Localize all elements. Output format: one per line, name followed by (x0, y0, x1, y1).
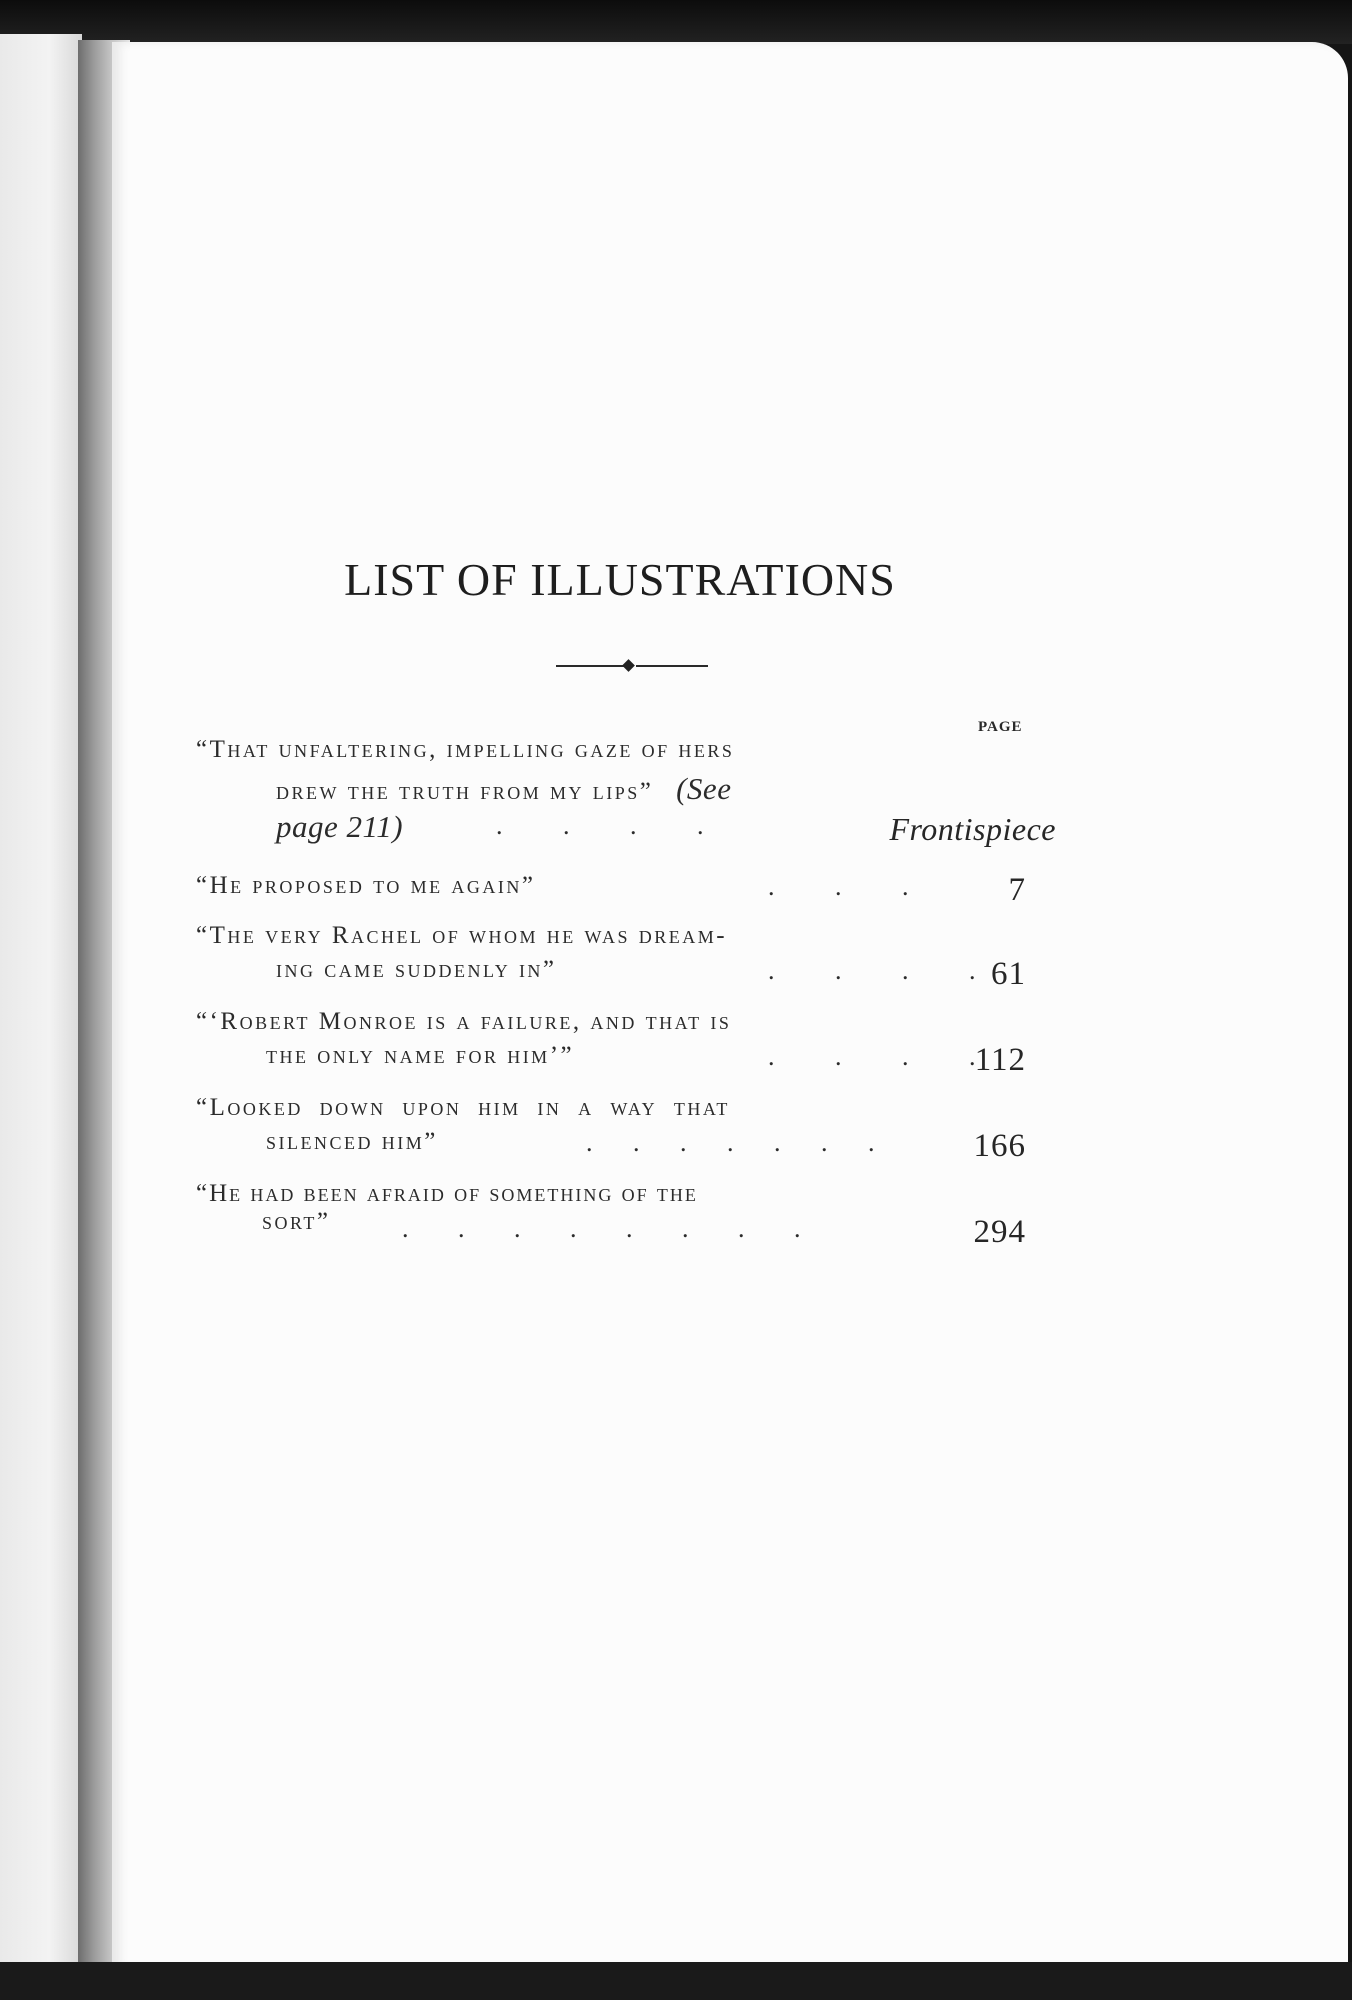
entry-leader-row (196, 872, 1056, 916)
scan-bottom-edge (0, 1962, 1352, 2000)
entry-leader-row (196, 956, 1056, 1000)
illustration-entry (196, 1002, 1056, 1088)
entry-caption-text: “He proposed to me again” (196, 872, 536, 899)
entry-leader-row (196, 1128, 1056, 1172)
entry-caption-text: the only name for him’” (266, 1042, 575, 1069)
entry-caption-text: ing came suddenly in” (276, 956, 557, 983)
entry-leader-row (196, 1208, 1056, 1254)
entry-leader-row (196, 811, 1056, 853)
entry-caption-text: silenced him” (266, 1128, 438, 1155)
entry-leader-dots: . . . . (496, 811, 704, 840)
entry-leader-row (196, 1042, 1056, 1086)
entry-caption-line (196, 770, 1056, 811)
entry-page-number: 7 (1008, 872, 1026, 908)
illustration-entry (196, 730, 1056, 872)
illustration-entry (196, 1088, 1056, 1174)
scan-top-edge (0, 0, 1352, 44)
entry-caption-text: drew the truth from my lips” (276, 778, 654, 805)
facing-page-edge (0, 34, 82, 1979)
entry-page-number: Frontispiece (889, 811, 1056, 847)
page-title: LIST OF ILLUSTRATIONS (344, 554, 896, 605)
entry-page-number: 112 (974, 1042, 1026, 1078)
entry-caption-line: “Looked down upon him in a way that (196, 1094, 730, 1121)
entry-leader-dots: . . . (768, 872, 909, 901)
entry-leader-dots: . . . . (768, 956, 976, 985)
entry-caption-line: “That unfaltering, impelling gaze of hers (196, 736, 735, 763)
entry-caption-line: “The very Rachel of whom he was dream- (196, 922, 728, 949)
illustration-entry (196, 872, 1056, 916)
entry-leader-dots: . . . . . . . (586, 1128, 875, 1157)
entry-leader-dots: . . . . . . . . (402, 1214, 801, 1243)
ornament-rule-left (556, 665, 624, 667)
entry-page-number: 166 (973, 1128, 1026, 1164)
entry-caption-text: sort” (262, 1208, 331, 1235)
entry-leader-dots: . . . . (768, 1042, 976, 1071)
page-column-heading: PAGE (978, 719, 1023, 735)
illustration-entry (196, 1174, 1056, 1260)
illustration-list (196, 730, 1056, 1260)
ornament-diamond-icon (622, 659, 635, 672)
illustration-entry (196, 916, 1056, 1002)
entry-page-number: 294 (973, 1214, 1026, 1250)
entry-caption-line: “‘Robert Monroe is a failure, and that is (196, 1008, 732, 1035)
title-ornament-divider (556, 660, 708, 672)
entry-see-note-page: page 211) (276, 809, 404, 844)
ornament-rule-right (636, 665, 708, 667)
entry-page-number: 61 (991, 956, 1026, 992)
entry-see-note: (See (676, 771, 732, 806)
entry-caption-line: “He had been afraid of something of the (196, 1180, 698, 1207)
